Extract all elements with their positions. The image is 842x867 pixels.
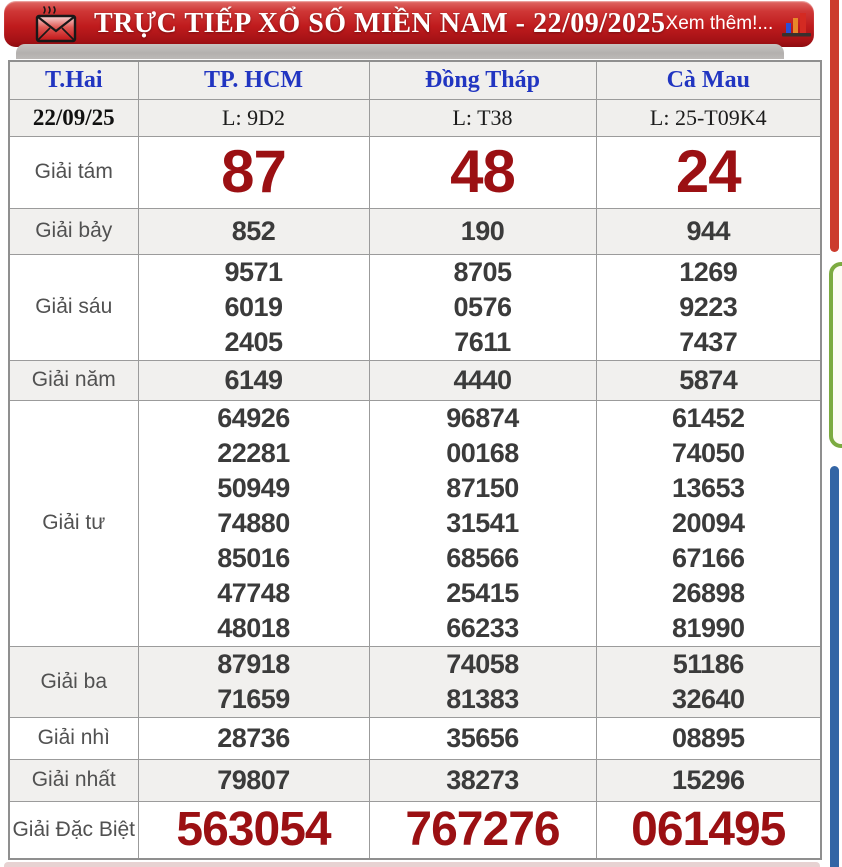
prize-number: 61452 [671, 402, 745, 433]
prize-number: 74058 [446, 648, 519, 679]
prize-row-giai-nhat [9, 759, 821, 801]
prize-row-giai-dac-biet [9, 801, 821, 859]
prize-number: 24 [675, 138, 741, 205]
prize-number: 563054 [176, 802, 331, 856]
prize-numbers-cell [596, 759, 821, 801]
prize-row-giai-sau [9, 254, 821, 360]
prize-number: 20094 [671, 507, 745, 538]
prize-label: Giải bảy [9, 208, 138, 254]
prize-number: 67166 [671, 542, 745, 573]
prize-numbers-cell [369, 136, 596, 208]
see-more-link[interactable]: Xem thêm!... [665, 13, 774, 34]
prize-row-giai-nam [9, 360, 821, 400]
bar-chart-icon[interactable] [781, 10, 813, 38]
next-panel-top-edge [4, 862, 820, 867]
prize-number: 25415 [446, 577, 519, 608]
prize-number: 15296 [671, 764, 745, 795]
prize-number: 8705 [453, 256, 512, 287]
prize-number: 85016 [217, 542, 290, 573]
prize-row-giai-ba [9, 646, 821, 717]
prize-number: 13653 [671, 472, 745, 503]
prize-number: 48018 [217, 612, 290, 643]
prize-label: Giải ba [9, 646, 138, 717]
prize-number: 68566 [446, 542, 519, 573]
prize-numbers-cell [138, 360, 369, 400]
prize-number: 1269 [679, 256, 738, 287]
prize-number: 7437 [679, 326, 738, 357]
prize-numbers-cell [138, 208, 369, 254]
prize-number: 79807 [217, 764, 290, 795]
draw-date: 22/09/25 [9, 99, 138, 136]
prize-numbers-cell [596, 360, 821, 400]
prize-numbers-cell [596, 801, 821, 859]
panel-top-edge [16, 44, 784, 59]
prize-number: 26898 [671, 577, 745, 608]
prize-numbers-cell [596, 717, 821, 759]
prize-label: Giải sáu [9, 254, 138, 360]
lottery-code: L: 25-T09K4 [596, 99, 821, 136]
prize-numbers-cell [369, 801, 596, 859]
prize-number: 0576 [453, 291, 512, 322]
prize-numbers-cell [369, 400, 596, 646]
column-header-tphcm: TP. HCM [138, 61, 369, 99]
header-bar [4, 1, 814, 47]
prize-numbers-cell [138, 400, 369, 646]
prize-row-giai-nhi [9, 717, 821, 759]
prize-number: 66233 [446, 612, 519, 643]
prize-numbers-cell [369, 646, 596, 717]
results-table [8, 60, 822, 860]
prize-number: 7611 [454, 326, 511, 357]
prize-number: 4440 [453, 364, 512, 395]
prize-number: 87 [221, 138, 286, 205]
prize-number: 87150 [446, 472, 519, 503]
prize-row-giai-tu [9, 400, 821, 646]
prize-numbers-cell [596, 646, 821, 717]
prize-number: 08895 [671, 722, 745, 753]
envelope-icon [34, 5, 78, 43]
prize-numbers-cell [138, 254, 369, 360]
prize-numbers-cell [138, 801, 369, 859]
prize-label: Giải nhất [9, 759, 138, 801]
adjacent-panel-edge-green [829, 262, 842, 448]
prize-label: Giải tám [9, 136, 138, 208]
prize-row-giai-tam [9, 136, 821, 208]
prize-number: 71659 [217, 683, 290, 714]
page-title: TRỰC TIẾP XỔ SỐ MIỀN NAM - 22/09/2025 [94, 8, 666, 39]
prize-row-giai-bay [9, 208, 821, 254]
prize-number: 944 [686, 215, 731, 246]
prize-label: Giải năm [9, 360, 138, 400]
prize-number: 061495 [631, 802, 786, 856]
prize-number: 64926 [217, 402, 290, 433]
lottery-code: L: T38 [369, 99, 596, 136]
prize-number: 9571 [224, 256, 283, 287]
prize-number: 767276 [405, 802, 560, 856]
prize-number: 28736 [217, 722, 290, 753]
prize-number: 47748 [217, 577, 290, 608]
column-header-camau: Cà Mau [596, 61, 821, 99]
prize-numbers-cell [596, 136, 821, 208]
prize-numbers-cell [596, 254, 821, 360]
prize-number: 96874 [446, 402, 519, 433]
prize-label: Giải nhì [9, 717, 138, 759]
table-header-row [9, 61, 821, 99]
see-more-group [666, 10, 814, 38]
prize-numbers-cell [138, 646, 369, 717]
prize-numbers-cell [138, 717, 369, 759]
prize-label: Giải tư [9, 400, 138, 646]
prize-numbers-cell [596, 400, 821, 646]
adjacent-panel-edge-blue [830, 466, 839, 867]
prize-numbers-cell [369, 208, 596, 254]
prize-number: 38273 [446, 764, 519, 795]
prize-number: 51186 [672, 648, 744, 679]
adjacent-panel-edge-red [830, 0, 839, 252]
column-header-day: T.Hai [9, 61, 138, 99]
prize-number: 22281 [217, 437, 290, 468]
prize-number: 81383 [446, 683, 519, 714]
prize-numbers-cell [138, 759, 369, 801]
prize-number: 5874 [679, 364, 738, 395]
prize-number: 31541 [446, 507, 519, 538]
prize-number: 35656 [446, 722, 519, 753]
prize-number: 32640 [671, 683, 745, 714]
prize-number: 9223 [679, 291, 738, 322]
prize-number: 81990 [671, 612, 745, 643]
prize-number: 74880 [217, 507, 290, 538]
prize-number: 50949 [217, 472, 290, 503]
prize-number: 48 [450, 138, 515, 205]
prize-numbers-cell [138, 136, 369, 208]
prize-numbers-cell [596, 208, 821, 254]
prize-number: 190 [460, 215, 505, 246]
prize-label: Giải Đặc Biệt [9, 801, 138, 859]
prize-numbers-cell [369, 360, 596, 400]
prize-number: 00168 [446, 437, 519, 468]
prize-numbers-cell [369, 759, 596, 801]
date-row [9, 99, 821, 136]
prize-number: 2405 [224, 326, 283, 357]
prize-number: 6019 [224, 291, 283, 322]
prize-number: 74050 [671, 437, 745, 468]
prize-numbers-cell [369, 254, 596, 360]
lottery-code: L: 9D2 [138, 99, 369, 136]
prize-numbers-cell [369, 717, 596, 759]
column-header-dongthap: Đồng Tháp [369, 61, 596, 99]
prize-number: 87918 [217, 648, 290, 679]
prize-number: 6149 [224, 364, 283, 395]
prize-number: 852 [231, 215, 276, 246]
